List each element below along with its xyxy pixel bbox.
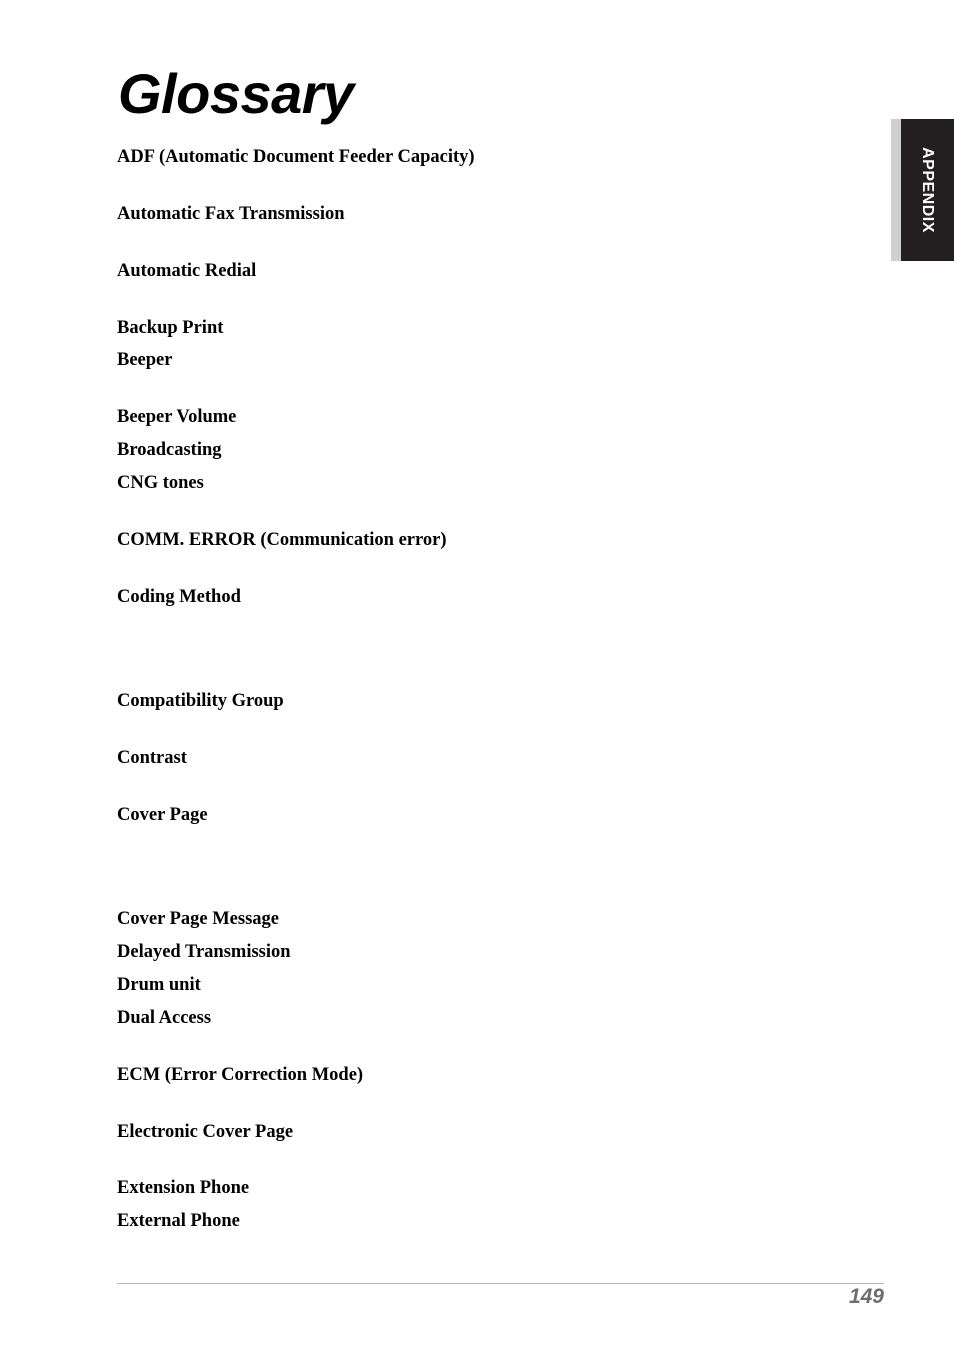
glossary-term: Delayed Transmission [117, 942, 291, 962]
footer-divider [117, 1283, 884, 1284]
glossary-term: Backup Print [117, 318, 224, 338]
glossary-term: Automatic Redial [117, 261, 257, 281]
glossary-term: Beeper [117, 350, 173, 370]
glossary-term: Cover Page [117, 805, 208, 825]
glossary-term: Compatibility Group [117, 691, 284, 711]
page-title: Glossary [118, 62, 354, 125]
glossary-term: Electronic Cover Page [117, 1122, 294, 1142]
glossary-term: CNG tones [117, 473, 204, 493]
page-number: 149 [848, 1285, 884, 1308]
appendix-side-tab [891, 119, 954, 261]
glossary-term: ADF (Automatic Document Feeder Capacity) [117, 147, 475, 167]
glossary-term: Drum unit [117, 975, 201, 995]
glossary-term: Broadcasting [117, 440, 222, 460]
appendix-tab-label: APPENDIX [919, 147, 936, 233]
appendix-side-tab-inner [901, 119, 954, 261]
glossary-term: Extension Phone [117, 1178, 250, 1198]
glossary-term: Coding Method [117, 587, 241, 607]
glossary-term: Dual Access [117, 1008, 212, 1028]
glossary-term: External Phone [117, 1211, 240, 1231]
glossary-term: ECM (Error Correction Mode) [117, 1065, 364, 1085]
glossary-term: Contrast [117, 748, 187, 768]
glossary-term: Beeper Volume [117, 407, 237, 427]
glossary-term: Cover Page Message [117, 909, 279, 929]
glossary-term: COMM. ERROR (Communication error) [117, 530, 447, 550]
glossary-term: Automatic Fax Transmission [117, 204, 345, 224]
